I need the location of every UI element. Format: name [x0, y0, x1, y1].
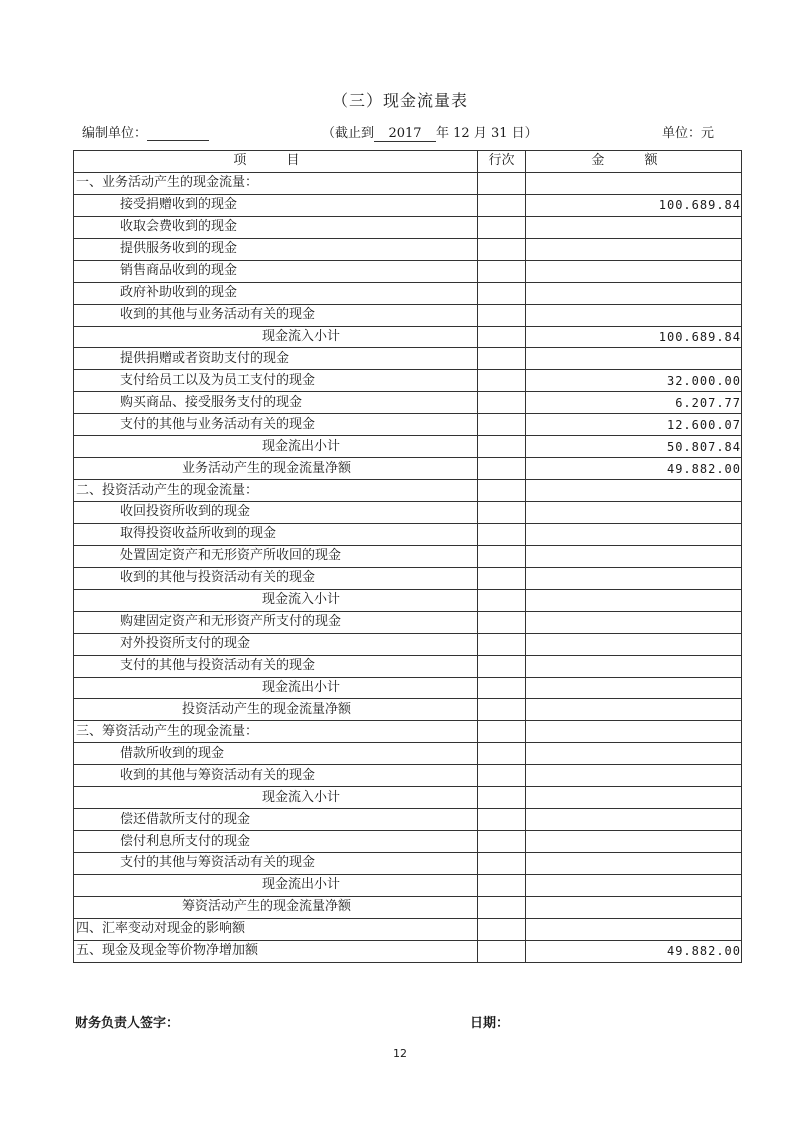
table-header-row: [74, 151, 742, 173]
table-row: [74, 436, 742, 458]
row-amount: [526, 502, 742, 524]
table-row: [74, 611, 742, 633]
report-period: [322, 122, 538, 142]
row-amount: 49.882.00: [526, 458, 742, 480]
row-line-number: [478, 809, 526, 831]
cash-flow-table: [73, 150, 742, 963]
row-amount: 12.600.07: [526, 414, 742, 436]
row-line-number: [478, 940, 526, 962]
row-amount: 50.807.84: [526, 436, 742, 458]
period-prefix: （截止到: [322, 126, 375, 141]
row-amount: [526, 809, 742, 831]
row-item-label: 收到的其他与筹资活动有关的现金: [74, 765, 478, 787]
row-amount: 100.689.84: [526, 326, 742, 348]
row-line-number: [478, 765, 526, 787]
row-amount: [526, 655, 742, 677]
row-item-label: 提供服务收到的现金: [74, 238, 478, 260]
row-item-label: 五、现金及现金等价物净增加额: [74, 940, 478, 962]
row-amount: [526, 216, 742, 238]
row-line-number: [478, 787, 526, 809]
table-row: [74, 633, 742, 655]
row-amount: [526, 874, 742, 896]
table-row: [74, 282, 742, 304]
row-amount: [526, 787, 742, 809]
header-amount: 金 额: [526, 151, 742, 173]
table-row: [74, 589, 742, 611]
row-line-number: [478, 589, 526, 611]
table-row: [74, 918, 742, 940]
header-row-no: 行次: [478, 151, 526, 173]
row-amount: 6.207.77: [526, 392, 742, 414]
row-item-label: 现金流入小计: [74, 787, 478, 809]
row-amount: [526, 853, 742, 875]
table-row: [74, 743, 742, 765]
row-amount: [526, 896, 742, 918]
row-line-number: [478, 633, 526, 655]
row-amount: [526, 721, 742, 743]
row-item-label: 收取会费收到的现金: [74, 216, 478, 238]
row-line-number: [478, 370, 526, 392]
period-suffix: 年 12 月 31 日）: [436, 126, 538, 141]
row-line-number: [478, 743, 526, 765]
row-item-label: 三、筹资活动产生的现金流量：: [74, 721, 478, 743]
row-amount: [526, 633, 742, 655]
row-line-number: [478, 304, 526, 326]
row-amount: [526, 765, 742, 787]
finance-signer-label: 财务负责人签字：: [75, 1016, 180, 1031]
row-item-label: 收到的其他与业务活动有关的现金: [74, 304, 478, 326]
date-label: 日期：: [470, 1016, 510, 1031]
row-item-label: 收回投资所收到的现金: [74, 502, 478, 524]
row-amount: [526, 348, 742, 370]
table-row: [74, 721, 742, 743]
row-amount: [526, 523, 742, 545]
table-row: [74, 699, 742, 721]
row-item-label: 接受捐赠收到的现金: [74, 194, 478, 216]
table-body: [74, 172, 742, 962]
table-row: [74, 216, 742, 238]
currency-unit: 单位：元: [662, 126, 715, 141]
row-line-number: [478, 918, 526, 940]
row-item-label: 处置固定资产和无形资产所收回的现金: [74, 545, 478, 567]
row-line-number: [478, 655, 526, 677]
row-line-number: [478, 392, 526, 414]
table-row: [74, 765, 742, 787]
row-line-number: [478, 348, 526, 370]
compiling-unit-label: 编制单位：: [82, 126, 148, 141]
table-row: [74, 567, 742, 589]
row-line-number: [478, 523, 526, 545]
page-number: 12: [393, 1047, 407, 1060]
table-row: [74, 502, 742, 524]
row-item-label: 借款所收到的现金: [74, 743, 478, 765]
table-row: [74, 348, 742, 370]
row-item-label: 支付的其他与投资活动有关的现金: [74, 655, 478, 677]
row-amount: [526, 545, 742, 567]
table-row: [74, 458, 742, 480]
table-row: [74, 326, 742, 348]
table-row: [74, 874, 742, 896]
table-row: [74, 940, 742, 962]
row-amount: [526, 238, 742, 260]
row-amount: [526, 743, 742, 765]
row-amount: [526, 567, 742, 589]
row-amount: [526, 611, 742, 633]
table-row: [74, 896, 742, 918]
row-amount: [526, 589, 742, 611]
row-item-label: 筹资活动产生的现金流量净额: [74, 896, 478, 918]
table-row: [74, 480, 742, 502]
row-line-number: [478, 194, 526, 216]
row-line-number: [478, 611, 526, 633]
row-item-label: 销售商品收到的现金: [74, 260, 478, 282]
row-item-label: 购买商品、接受服务支付的现金: [74, 392, 478, 414]
table-row: [74, 809, 742, 831]
table-row: [74, 831, 742, 853]
row-item-label: 现金流出小计: [74, 874, 478, 896]
row-line-number: [478, 502, 526, 524]
row-amount: [526, 480, 742, 502]
row-item-label: 支付的其他与业务活动有关的现金: [74, 414, 478, 436]
row-item-label: 现金流入小计: [74, 589, 478, 611]
row-amount: [526, 699, 742, 721]
row-item-label: 二、投资活动产生的现金流量：: [74, 480, 478, 502]
row-line-number: [478, 458, 526, 480]
table-row: [74, 238, 742, 260]
row-amount: [526, 304, 742, 326]
row-item-label: 偿付利息所支付的现金: [74, 831, 478, 853]
row-item-label: 现金流出小计: [74, 436, 478, 458]
row-item-label: 取得投资收益所收到的现金: [74, 523, 478, 545]
row-item-label: 购建固定资产和无形资产所支付的现金: [74, 611, 478, 633]
row-line-number: [478, 436, 526, 458]
table-row: [74, 853, 742, 875]
table-row: [74, 414, 742, 436]
row-amount: 49.882.00: [526, 940, 742, 962]
table-row: [74, 304, 742, 326]
table-row: [74, 545, 742, 567]
row-line-number: [478, 831, 526, 853]
row-line-number: [478, 677, 526, 699]
table-row: [74, 370, 742, 392]
row-line-number: [478, 853, 526, 875]
row-line-number: [478, 326, 526, 348]
row-item-label: 支付的其他与筹资活动有关的现金: [74, 853, 478, 875]
table-row: [74, 655, 742, 677]
compiling-unit-blank: [147, 126, 209, 141]
table-row: [74, 260, 742, 282]
row-amount: [526, 677, 742, 699]
table-row: [74, 523, 742, 545]
row-line-number: [478, 172, 526, 194]
row-item-label: 提供捐赠或者资助支付的现金: [74, 348, 478, 370]
table-row: [74, 677, 742, 699]
table-row: [74, 787, 742, 809]
row-item-label: 收到的其他与投资活动有关的现金: [74, 567, 478, 589]
row-line-number: [478, 282, 526, 304]
row-amount: [526, 260, 742, 282]
row-line-number: [478, 545, 526, 567]
row-line-number: [478, 238, 526, 260]
row-item-label: 政府补助收到的现金: [74, 282, 478, 304]
table-row: [74, 194, 742, 216]
row-amount: 32.000.00: [526, 370, 742, 392]
row-item-label: 一、业务活动产生的现金流量：: [74, 172, 478, 194]
row-line-number: [478, 414, 526, 436]
row-line-number: [478, 896, 526, 918]
row-item-label: 现金流入小计: [74, 326, 478, 348]
row-amount: [526, 831, 742, 853]
page-title: （三）现金流量表: [331, 91, 468, 110]
row-item-label: 支付给员工以及为员工支付的现金: [74, 370, 478, 392]
row-amount: 100.689.84: [526, 194, 742, 216]
table-row: [74, 172, 742, 194]
row-line-number: [478, 699, 526, 721]
row-line-number: [478, 260, 526, 282]
header-item: 项 目: [74, 151, 478, 173]
table-row: [74, 392, 742, 414]
row-line-number: [478, 480, 526, 502]
row-item-label: 对外投资所支付的现金: [74, 633, 478, 655]
row-item-label: 业务活动产生的现金流量净额: [74, 458, 478, 480]
row-line-number: [478, 216, 526, 238]
row-item-label: 偿还借款所支付的现金: [74, 809, 478, 831]
period-year: 2017: [374, 126, 436, 142]
row-amount: [526, 172, 742, 194]
row-item-label: 投资活动产生的现金流量净额: [74, 699, 478, 721]
row-line-number: [478, 567, 526, 589]
compiling-unit: [82, 122, 209, 141]
row-amount: [526, 918, 742, 940]
row-item-label: 现金流出小计: [74, 677, 478, 699]
row-line-number: [478, 874, 526, 896]
row-amount: [526, 282, 742, 304]
row-line-number: [478, 721, 526, 743]
row-item-label: 四、汇率变动对现金的影响额: [74, 918, 478, 940]
